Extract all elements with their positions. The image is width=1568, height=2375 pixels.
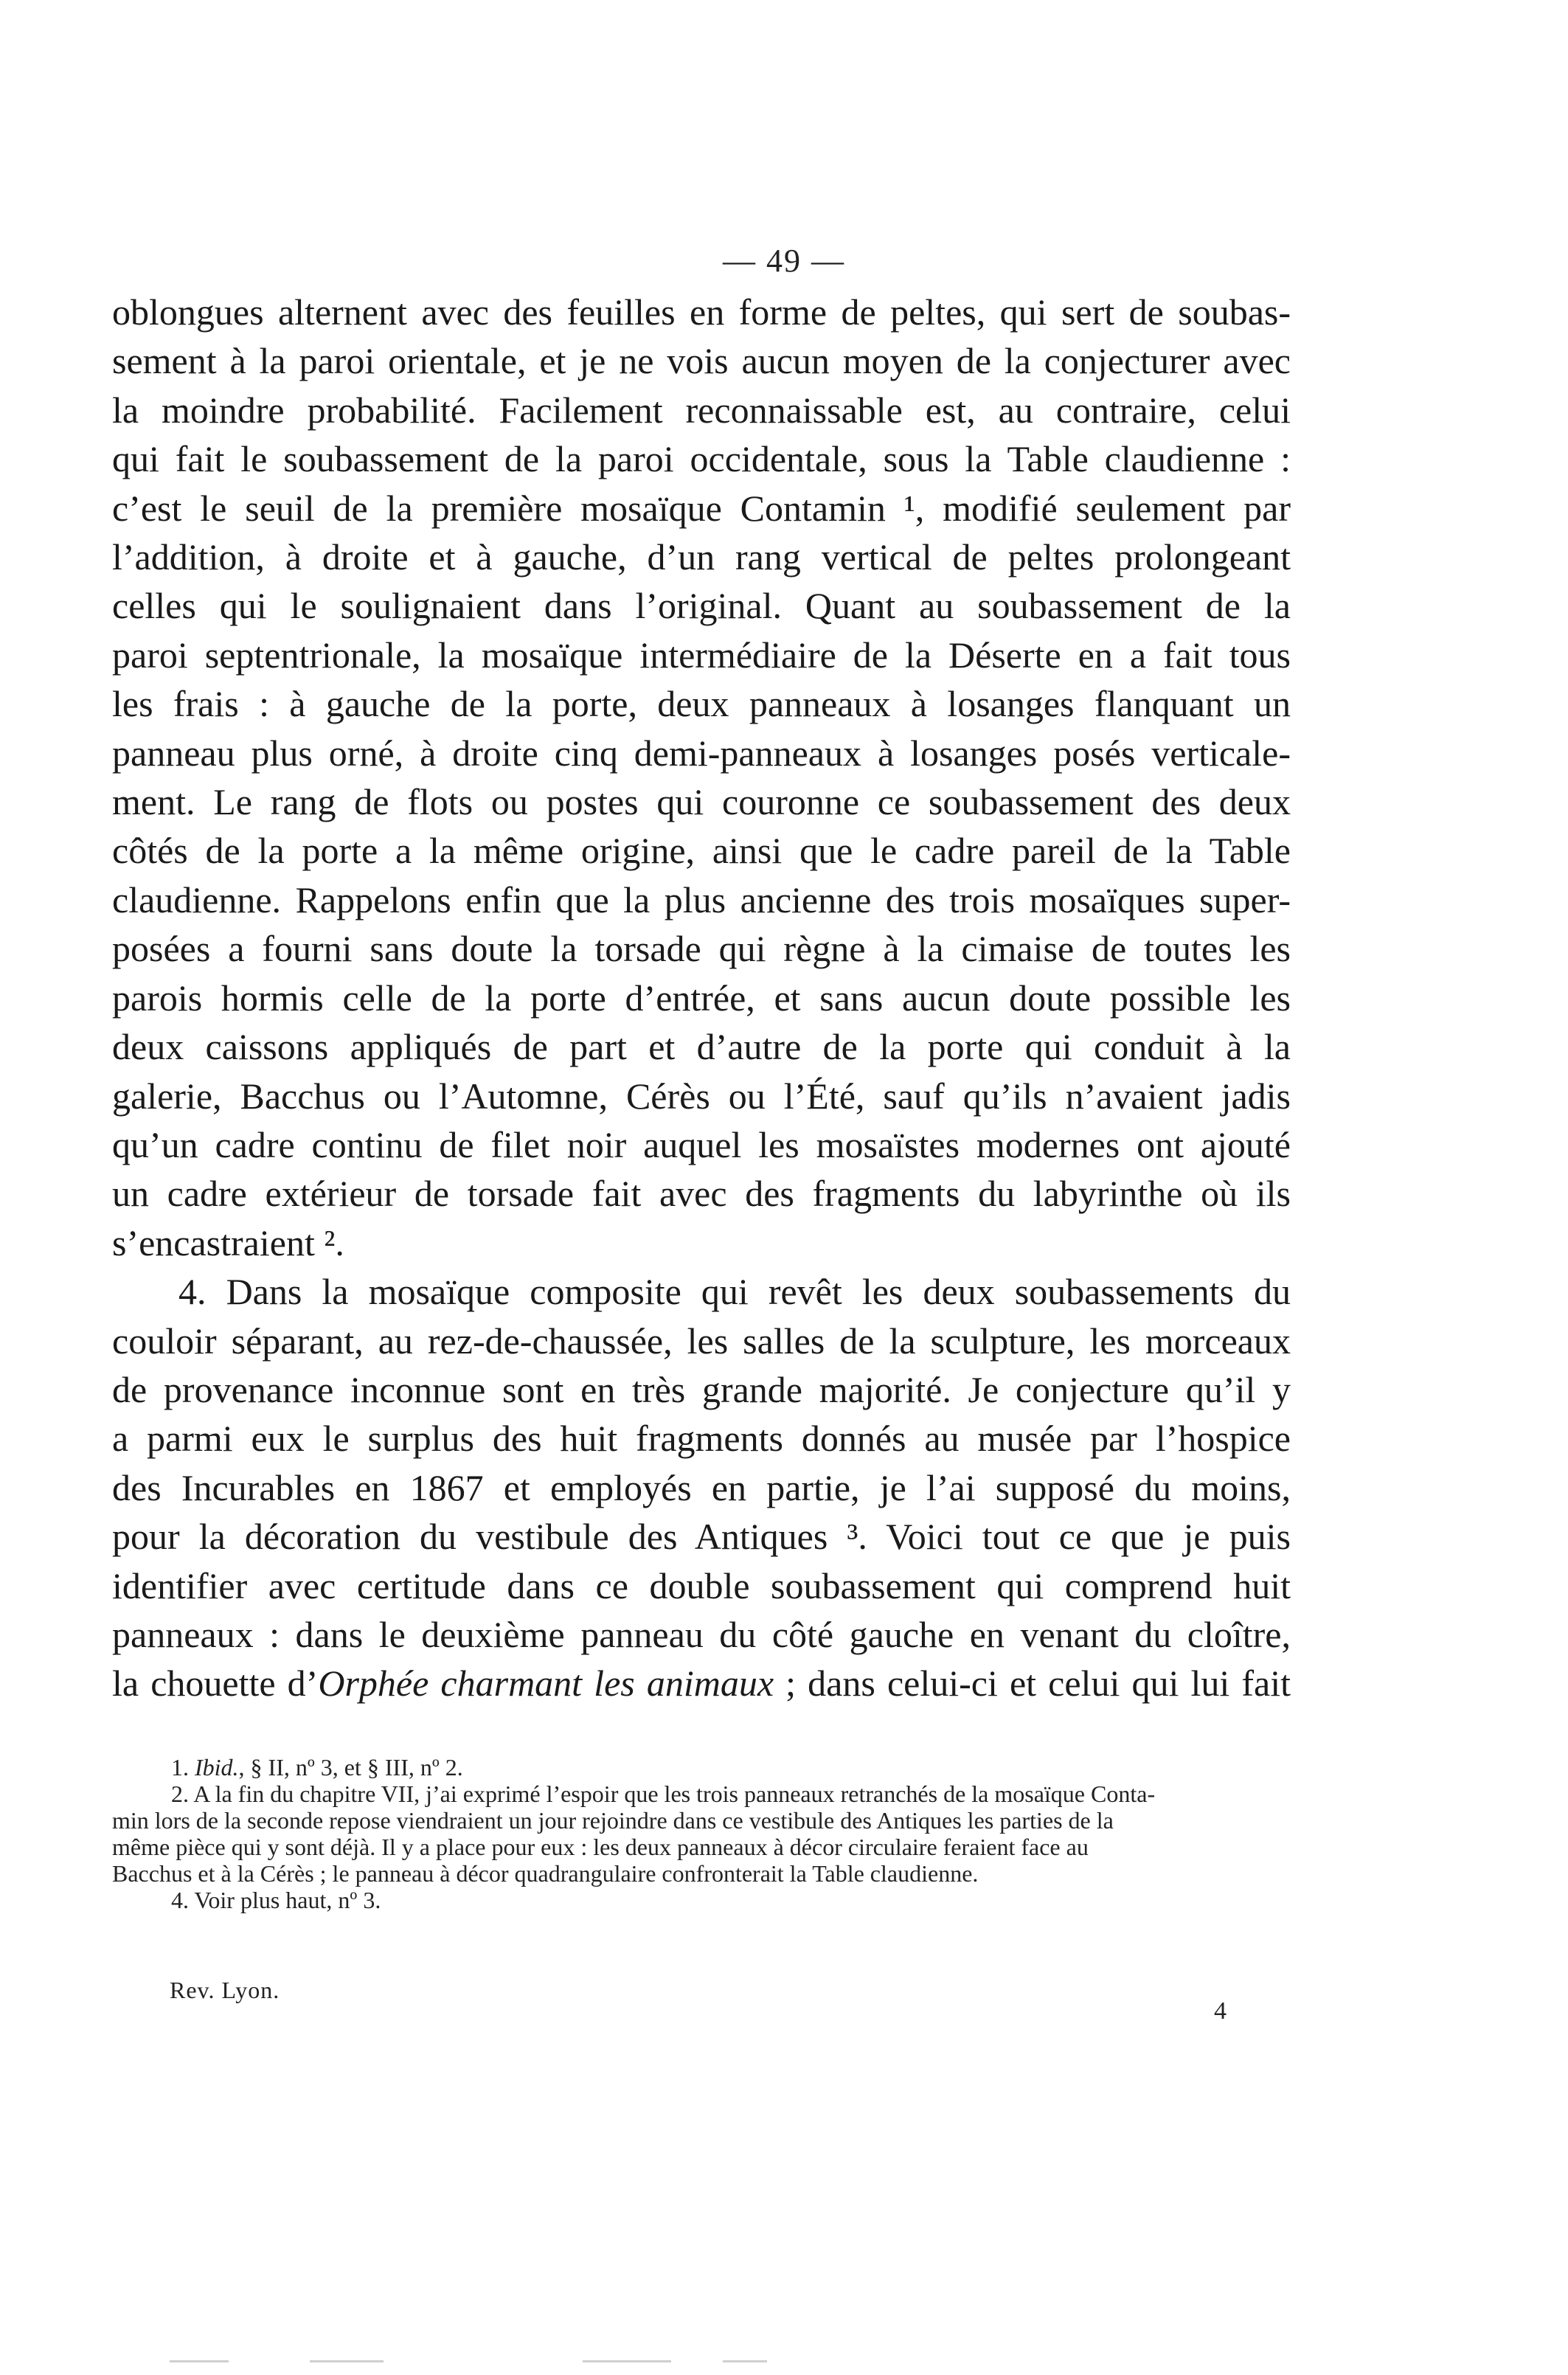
text-line: qu’un cadre continu de filet noir auquel les mosaïstes modernes ont ajouté bbox=[112, 1123, 1291, 1165]
text-line: l’addition, à droite et à gauche, d’un rang vertical de peltes prolongeant bbox=[112, 536, 1291, 578]
running-foot: Rev. Lyon. bbox=[170, 1977, 280, 2003]
text-line: galerie, Bacchus ou l’Automne, Cérès ou l’Été, sauf qu’ils n’avaient jadis bbox=[112, 1075, 1291, 1117]
text-segment: la chouette d’ bbox=[112, 1662, 319, 1705]
text-line: panneaux : dans le deuxième panneau du côté gauche en venant du cloître, bbox=[112, 1613, 1291, 1655]
text-line: panneau plus orné, à droite cinq demi-panneaux à losanges posés verticale- bbox=[112, 732, 1291, 774]
scan-edge-mark bbox=[723, 2360, 767, 2362]
text-line: côtés de la porte a la même origine, ainsi que le cadre pareil de la Table bbox=[112, 830, 1291, 872]
text-line: la moindre probabilité. Facilement reconnaissable est, au contraire, celui bbox=[112, 389, 1291, 431]
footnote-2-line: même pièce qui y sont déjà. Il y a place pour eux : les deux panneaux à décor circulaire feraient face au bbox=[112, 1834, 1089, 1860]
body-text bbox=[112, 288, 1291, 1708]
text-line: c’est le seuil de la première mosaïque Contamin ¹, modifié seulement par bbox=[112, 487, 1291, 529]
italic-title: Orphée charmant les animaux bbox=[318, 1662, 774, 1705]
text-line: a parmi eux le surplus des huit fragments donnés au musée par l’hospice bbox=[112, 1418, 1291, 1460]
text-line: 4. Dans la mosaïque composite qui revêt les deux soubassements du bbox=[178, 1271, 1291, 1313]
scan-edge-mark bbox=[170, 2360, 229, 2362]
signature-mark: 4 bbox=[1214, 1997, 1227, 2025]
text-line: ment. Le rang de flots ou postes qui couronne ce soubassement des deux bbox=[112, 781, 1291, 823]
text-line: celles qui le soulignaient dans l’original. Quant au soubassement de la bbox=[112, 585, 1291, 627]
footnote-2-line: Bacchus et à la Cérès ; le panneau à décor quadrangulaire confronterait la Table claudienne. bbox=[112, 1860, 979, 1887]
text-line: claudienne. Rappelons enfin que la plus ancienne des trois mosaïques super- bbox=[112, 878, 1291, 920]
text-line: posées a fourni sans doute la torsade qui règne à la cimaise de toutes les bbox=[112, 928, 1291, 970]
text-line: deux caissons appliqués de part et d’autre de la porte qui conduit à la bbox=[112, 1026, 1291, 1068]
text-line: pour la décoration du vestibule des Antiques ³. Voici tout ce que je puis bbox=[112, 1516, 1291, 1558]
footnote-ibid: Ibid. bbox=[195, 1754, 239, 1781]
text-line: sement à la paroi orientale, et je ne vois aucun moyen de la conjecturer avec bbox=[112, 340, 1291, 382]
page-number: — 49 — bbox=[723, 243, 845, 279]
footnote-2-line: 2. A la fin du chapitre VII, j’ai exprimé l’espoir que les trois panneaux retranchés de la mosaïque Conta- bbox=[171, 1781, 1156, 1807]
footnote-2-line: min lors de la seconde repose viendraient un jour rejoindre dans ce vestibule des Antiques les parties de la bbox=[112, 1807, 1114, 1834]
footnote-3: 4. Voir plus haut, nº 3. bbox=[171, 1887, 381, 1913]
text-segment: ; dans celui-ci et celui qui lui fait bbox=[774, 1662, 1291, 1705]
text-line: s’encastraient ². bbox=[112, 1221, 344, 1263]
scan-edge-mark bbox=[583, 2360, 671, 2362]
footnotes bbox=[112, 1754, 1291, 1913]
text-line: oblongues alternent avec des feuilles en forme de peltes, qui sert de soubas- bbox=[112, 291, 1291, 333]
text-line bbox=[112, 1659, 1291, 1707]
footnote-1 bbox=[112, 1754, 1291, 1781]
text-line: un cadre extérieur de torsade fait avec des fragments du labyrinthe où ils bbox=[112, 1173, 1291, 1215]
text-line: parois hormis celle de la porte d’entrée, et sans aucun doute possible les bbox=[112, 977, 1291, 1019]
scan-edge-mark bbox=[310, 2360, 384, 2362]
footnote-marker: 1. bbox=[171, 1754, 195, 1781]
text-line: paroi septentrionale, la mosaïque intermédiaire de la Déserte en a fait tous bbox=[112, 634, 1291, 676]
footnote-text: , § II, nº 3, et § III, nº 2. bbox=[238, 1754, 463, 1781]
text-line: couloir séparant, au rez-de-chaussée, les salles de la sculpture, les morceaux bbox=[112, 1320, 1291, 1362]
text-line: les frais : à gauche de la porte, deux panneaux à losanges flanquant un bbox=[112, 683, 1291, 725]
text-line: des Incurables en 1867 et employés en partie, je l’ai supposé du moins, bbox=[112, 1466, 1291, 1508]
text-line: qui fait le soubassement de la paroi occidentale, sous la Table claudienne : bbox=[112, 438, 1291, 480]
text-line: de provenance inconnue sont en très grande majorité. Je conjecture qu’il y bbox=[112, 1368, 1291, 1410]
text-line: identifier avec certitude dans ce double soubassement qui comprend huit bbox=[112, 1564, 1291, 1606]
